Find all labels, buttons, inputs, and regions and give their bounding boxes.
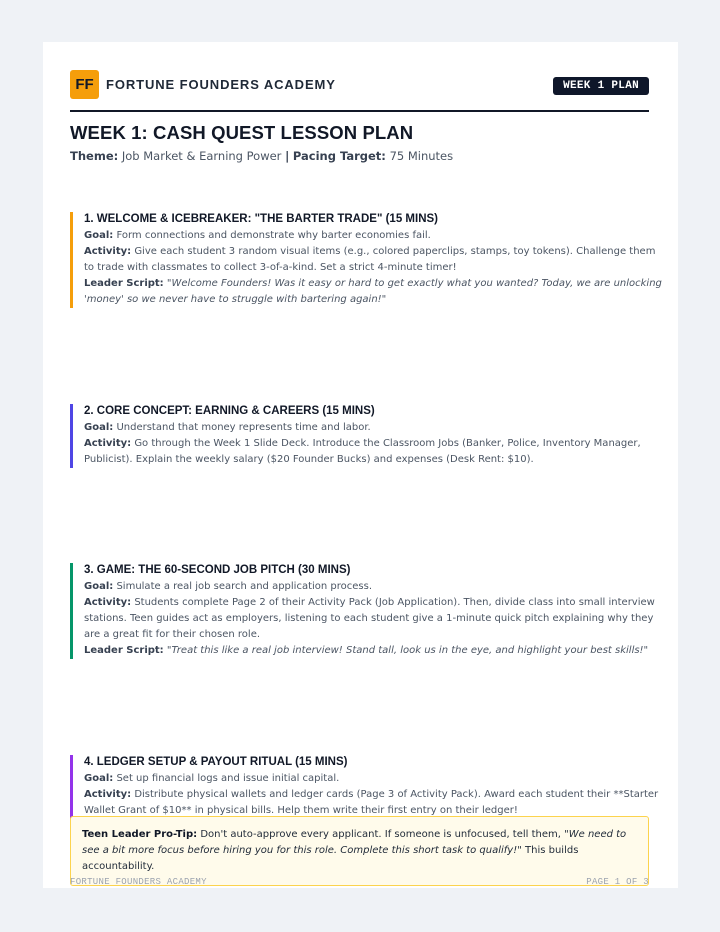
pro-tip-callout [70,816,649,886]
theme-label: Theme: [70,149,119,163]
activity-text: Distribute physical wallets and ledger cards (Page 3 of Activity Pack). Award each student their **Starter Wallet Grant of $10** in physical bills. Help them write their first entry on their ledger! [84,789,659,816]
section-title: 3. GAME: THE 60-SECOND JOB PITCH (30 MINS) [84,564,351,576]
week-plan-badge: WEEK 1 PLAN [553,77,649,95]
activity-label: Activity: [84,438,132,449]
activity-text: Give each student 3 random visual items (e.g., colored paperclips, stamps, toy tokens). Challenge them to trade with classmates to collect 3-of-a-kind. Set a strict 4-minute timer! [84,246,656,273]
goal-text: Form connections and demonstrate why barter economies fail. [116,230,431,241]
section-job-pitch-game [70,563,663,659]
script-label: Leader Script: [84,645,164,656]
logo-badge: FF [70,70,99,99]
goal-label: Goal: [84,422,114,433]
pacing-value: 75 Minutes [389,149,454,163]
goal-label: Goal: [84,581,114,592]
section-title: 4. LEDGER SETUP & PAYOUT RITUAL (15 MINS) [84,756,348,768]
lesson-meta [70,149,649,163]
theme-value: Job Market & Earning Power [121,149,282,163]
section-activity [84,595,663,643]
section-welcome-icebreaker [70,212,663,308]
section-leader-script [84,276,663,308]
section-activity [84,787,663,819]
page-footer [70,877,649,887]
section-core-concept [70,404,663,468]
page-title: WEEK 1: CASH QUEST LESSON PLAN [70,122,414,143]
tip-label: Teen Leader Pro-Tip: [82,829,198,840]
section-activity [84,244,663,276]
brand-name: FORTUNE FOUNDERS ACADEMY [106,77,336,92]
activity-text: Students complete Page 2 of their Activity Pack (Job Application). Then, divide class into small interview stations. Teen guides act as employers, listening to each student give a 1-minute quick pitch explaining why they are a great fit for their chosen role. [84,597,655,640]
section-goal [84,228,663,244]
section-ledger-setup [70,755,663,819]
document-page [43,42,678,888]
section-title: 2. CORE CONCEPT: EARNING & CAREERS (15 MINS) [84,405,375,417]
section-goal [84,579,663,595]
script-text: "Treat this like a real job interview! Stand tall, look us in the eye, and highlight your best skills!" [166,645,649,656]
section-activity [84,436,663,468]
tip-text: Don't auto-approve every applicant. If someone is unfocused, tell them, [200,829,561,840]
meta-separator: | [285,149,290,163]
goal-text: Simulate a real job search and application process. [116,581,373,592]
page-content [70,70,662,887]
activity-label: Activity: [84,789,132,800]
goal-text: Understand that money represents time and labor. [116,422,371,433]
section-goal [84,771,663,787]
pacing-label: Pacing Target: [292,149,386,163]
page-number: PAGE 1 OF 3 [586,877,649,887]
script-text: "Welcome Founders! Was it easy or hard to get exactly what you wanted? Today, we are unlocking 'money' so we never have to struggle with bartering again!" [84,278,662,305]
page-header [70,70,649,112]
tip-tail: This builds accountability. [82,845,579,872]
section-leader-script [84,643,663,659]
section-goal [84,420,663,436]
activity-label: Activity: [84,597,132,608]
script-label: Leader Script: [84,278,164,289]
footer-brand: FORTUNE FOUNDERS ACADEMY [70,877,207,887]
goal-text: Set up financial logs and issue initial capital. [116,773,340,784]
goal-label: Goal: [84,773,114,784]
activity-label: Activity: [84,246,132,257]
section-title: 1. WELCOME & ICEBREAKER: "THE BARTER TRADE" (15 MINS) [84,213,439,225]
activity-text: Go through the Week 1 Slide Deck. Introduce the Classroom Jobs (Banker, Police, Inventory Manager, Publicist). Explain the weekly salary ($20 Founder Bucks) and expenses (Desk Rent: $10). [84,438,641,465]
goal-label: Goal: [84,230,114,241]
tip-quote: "We need to see a bit more focus before hiring you for this role. Complete this short task to qualify!" [82,829,627,856]
